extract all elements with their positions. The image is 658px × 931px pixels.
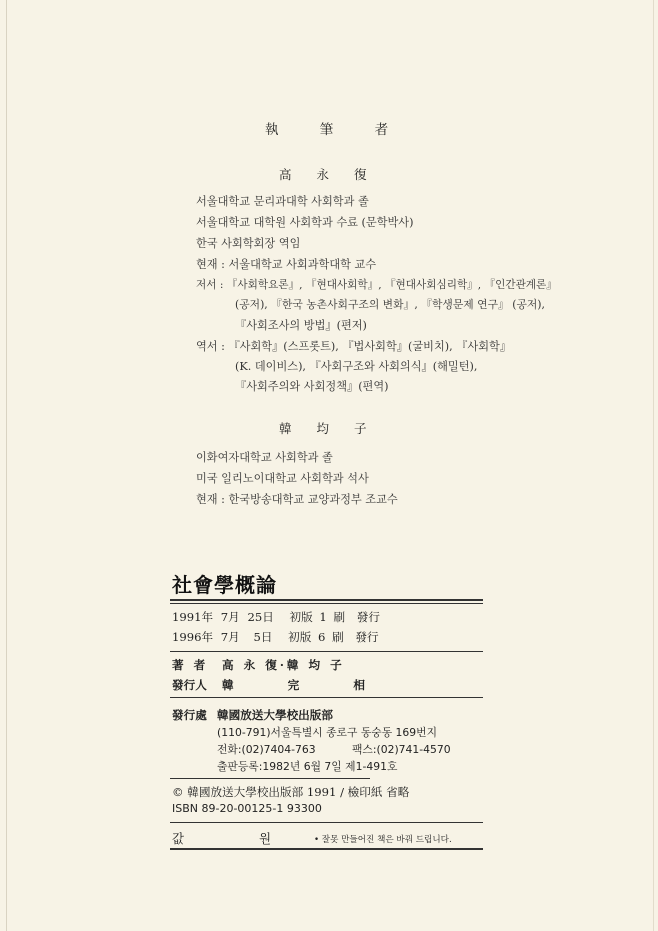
- author1-line: (공저), 『한국 농촌사회구조의 변화』, 『학생문제 연구』 (공저),: [235, 298, 545, 311]
- author1-line: 역서 : 『사회학』(스프롯트), 『법사회학』(굴비치), 『사회학』: [196, 340, 512, 353]
- page-edge-left: [6, 0, 7, 931]
- publisher-label: 發行處: [172, 708, 207, 722]
- isbn-line: ISBN 89-20-00125-1 93300: [172, 802, 322, 815]
- author2-line: 이화여자대학교 사회학과 졸: [196, 451, 333, 464]
- rule-thick: [170, 848, 483, 850]
- author1-line: 한국 사회학회장 역임: [196, 237, 301, 250]
- author1-line: 서울대학교 문리과대학 사회학과 졸: [196, 195, 369, 208]
- publisher-phone: 전화:(02)7404-763: [217, 743, 316, 756]
- edition-line: 1991年 7月 25日 初版 1 刷 發行: [172, 610, 380, 624]
- rule-thin: [170, 778, 370, 779]
- name-char: 子: [354, 421, 367, 436]
- publisher-name: 韓國放送大學校出版部: [217, 708, 333, 722]
- author1-line: 『사회조사의 방법』(편저): [235, 319, 367, 332]
- price-unit: 원: [259, 831, 272, 846]
- publisher-fax: 팩스:(02)741-4570: [352, 743, 451, 756]
- author2-line: 현재 : 한국방송대학교 교양과정부 조교수: [196, 493, 398, 506]
- author1-line: 저서 : 『사회학요론』, 『현대사회학』, 『현대사회심리학』, 『인간관계론』: [196, 279, 557, 291]
- copyright-line: © 韓國放送大學校出版部 1991 / 檢印紙 省略: [172, 785, 410, 799]
- name-char: 高: [279, 167, 292, 182]
- author2-line: 미국 일리노이대학교 사회학과 석사: [196, 472, 369, 485]
- publisher-address: (110-791)서울특별시 종로구 동숭동 169번지: [217, 726, 438, 739]
- publisher-person: 韓 完 相: [222, 678, 365, 692]
- author1-line: 『사회주의와 사회정책』(편역): [235, 380, 389, 393]
- book-title: 社會學概論: [172, 573, 277, 597]
- replacement-notice: • 잘못 만들어진 책은 바꿔 드립니다.: [314, 835, 452, 845]
- name-char: 韓: [279, 421, 292, 436]
- name-char: 復: [354, 167, 367, 182]
- author1-line: (K. 데이비스), 『사회구조와 사회의식』(해밀턴),: [235, 360, 478, 373]
- name-char: 均: [316, 421, 330, 436]
- rule-thick: [170, 599, 483, 601]
- authors-label: 著 者: [172, 658, 209, 672]
- rule-thin: [170, 651, 483, 652]
- heading-char: 者: [374, 122, 389, 138]
- author1-line: 서울대학교 대학원 사회학과 수료 (문학박사): [196, 216, 414, 229]
- publisher-person-label: 發行人: [172, 678, 207, 692]
- rule-thin: [170, 603, 483, 604]
- heading-char: 筆: [319, 122, 334, 138]
- authors-value: 高 永 復·韓 均 子: [222, 658, 345, 672]
- author2-name: [279, 419, 367, 437]
- author1-line: 현재 : 서울대학교 사회과학대학 교수: [196, 258, 377, 271]
- author1-name: [279, 165, 367, 183]
- publisher-registration: 출판등록:1982년 6월 7일 제1-491호: [217, 760, 398, 773]
- heading-char: 執: [265, 122, 279, 138]
- name-char: 永: [316, 167, 330, 182]
- rule-thin: [170, 822, 483, 823]
- price-label: 값: [172, 831, 185, 846]
- edition-line: 1996年 7月 5日 初版 6 刷 發行: [172, 630, 379, 644]
- rule-thin: [170, 697, 483, 698]
- section-heading-writers: [265, 118, 388, 138]
- page-edge-right: [653, 0, 654, 931]
